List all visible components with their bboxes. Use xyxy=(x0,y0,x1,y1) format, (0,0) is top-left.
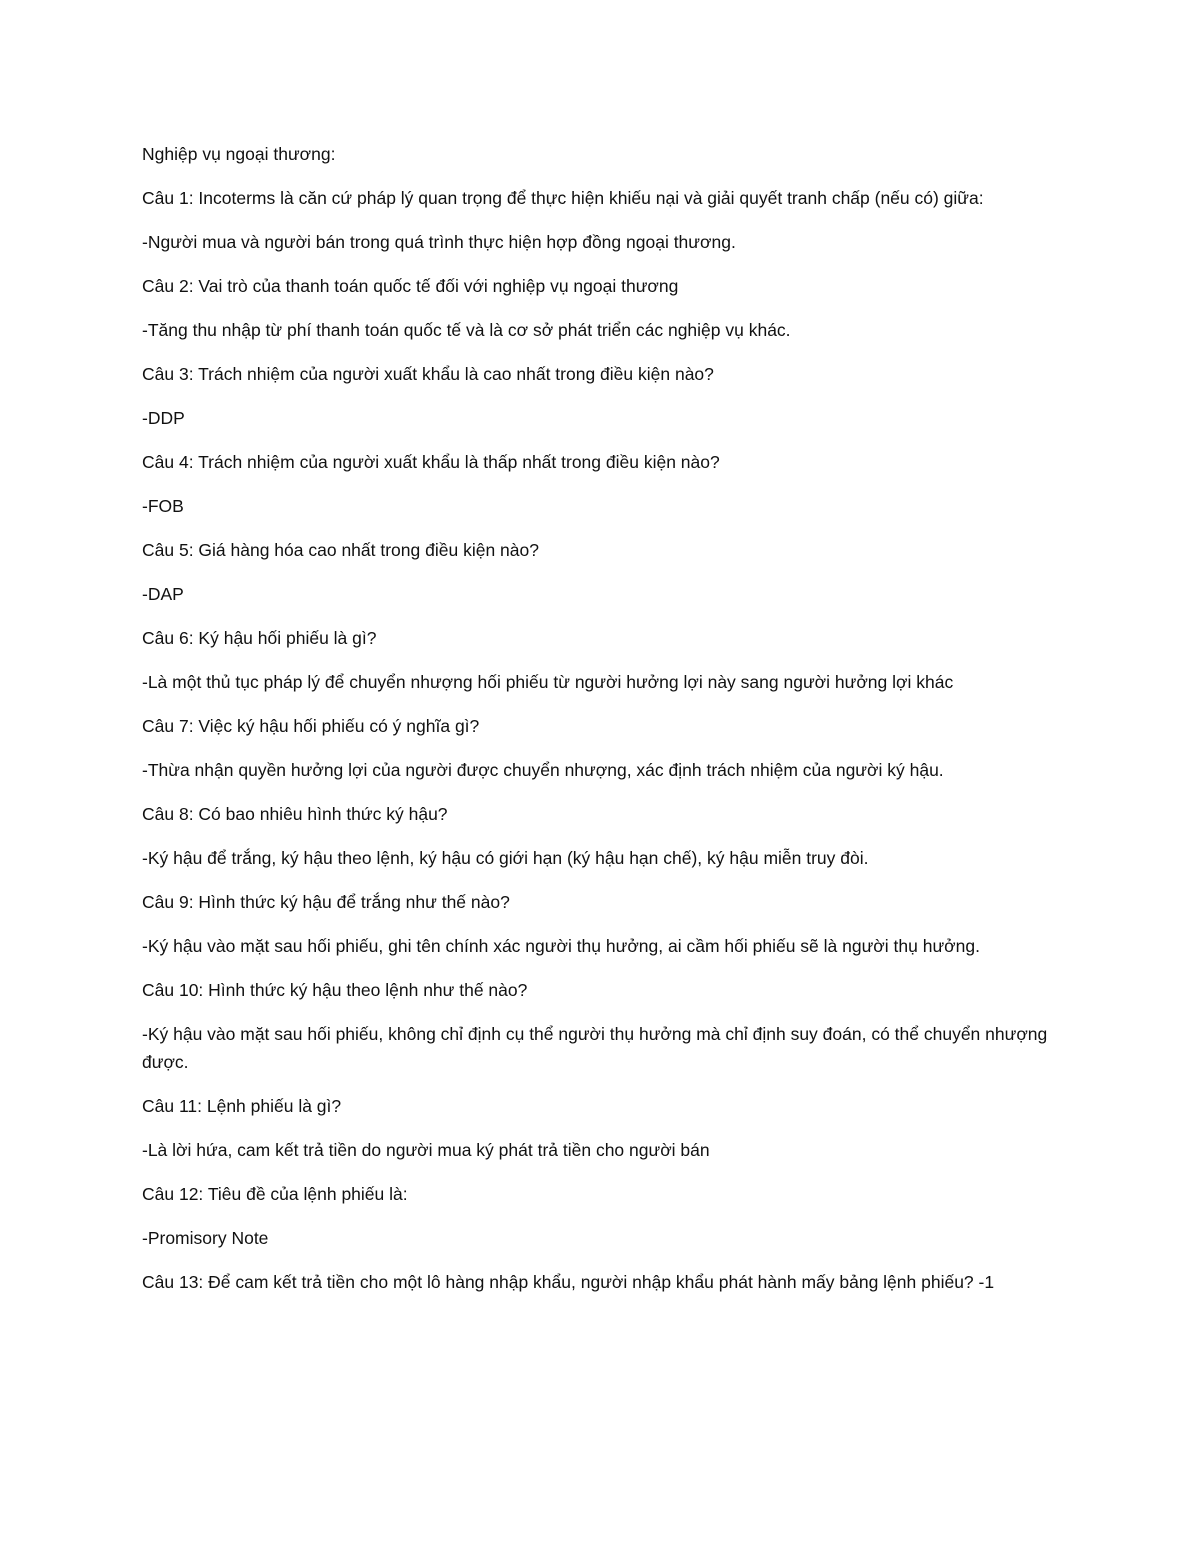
question-8: Câu 8: Có bao nhiêu hình thức ký hậu? xyxy=(142,804,448,824)
question-4: Câu 4: Trách nhiệm của người xuất khẩu là thấp nhất trong điều kiện nào? xyxy=(142,452,720,472)
answer-5: -DAP xyxy=(142,584,184,604)
answer-10: -Ký hậu vào mặt sau hối phiếu, không chỉ định cụ thể người thụ hưởng mà chỉ định suy đoán, có thể chuyển nhượng được. xyxy=(142,1024,1048,1072)
question-2: Câu 2: Vai trò của thanh toán quốc tế đối với nghiệp vụ ngoại thương xyxy=(142,276,679,296)
answer-3: -DDP xyxy=(142,408,185,428)
document-title: Nghiệp vụ ngoại thương: xyxy=(142,144,336,164)
answer-12: -Promisory Note xyxy=(142,1228,269,1248)
question-3: Câu 3: Trách nhiệm của người xuất khẩu là cao nhất trong điều kiện nào? xyxy=(142,364,714,384)
answer-9: -Ký hậu vào mặt sau hối phiếu, ghi tên chính xác người thụ hưởng, ai cầm hối phiếu sẽ là người thụ hưởng. xyxy=(142,936,980,956)
question-13: Câu 13: Để cam kết trả tiền cho một lô hàng nhập khẩu, người nhập khẩu phát hành mấy bảng lệnh phiếu? -1 xyxy=(142,1272,995,1292)
question-7: Câu 7: Việc ký hậu hối phiếu có ý nghĩa gì? xyxy=(142,716,480,736)
document-body xyxy=(142,140,1054,1312)
question-1: Câu 1: Incoterms là căn cứ pháp lý quan trọng để thực hiện khiếu nại và giải quyết tranh chấp (nếu có) giữa: xyxy=(142,188,984,208)
answer-1: -Người mua và người bán trong quá trình thực hiện hợp đồng ngoại thương. xyxy=(142,232,736,252)
question-11: Câu 11: Lệnh phiếu là gì? xyxy=(142,1096,342,1116)
answer-7: -Thừa nhận quyền hưởng lợi của người được chuyển nhượng, xác định trách nhiệm của người ký hậu. xyxy=(142,760,944,780)
question-5: Câu 5: Giá hàng hóa cao nhất trong điều kiện nào? xyxy=(142,540,539,560)
question-6: Câu 6: Ký hậu hối phiếu là gì? xyxy=(142,628,377,648)
answer-8: -Ký hậu để trắng, ký hậu theo lệnh, ký hậu có giới hạn (ký hậu hạn chế), ký hậu miễn truy đòi. xyxy=(142,848,869,868)
question-12: Câu 12: Tiêu đề của lệnh phiếu là: xyxy=(142,1184,408,1204)
answer-4: -FOB xyxy=(142,496,184,516)
answer-6: -Là một thủ tục pháp lý để chuyển nhượng hối phiếu từ người hưởng lợi này sang người hưởng lợi khác xyxy=(142,672,954,692)
answer-11: -Là lời hứa, cam kết trả tiền do người mua ký phát trả tiền cho người bán xyxy=(142,1140,710,1160)
question-10: Câu 10: Hình thức ký hậu theo lệnh như thế nào? xyxy=(142,980,528,1000)
answer-2: -Tăng thu nhập từ phí thanh toán quốc tế và là cơ sở phát triển các nghiệp vụ khác. xyxy=(142,320,791,340)
question-9: Câu 9: Hình thức ký hậu để trắng như thế nào? xyxy=(142,892,510,912)
